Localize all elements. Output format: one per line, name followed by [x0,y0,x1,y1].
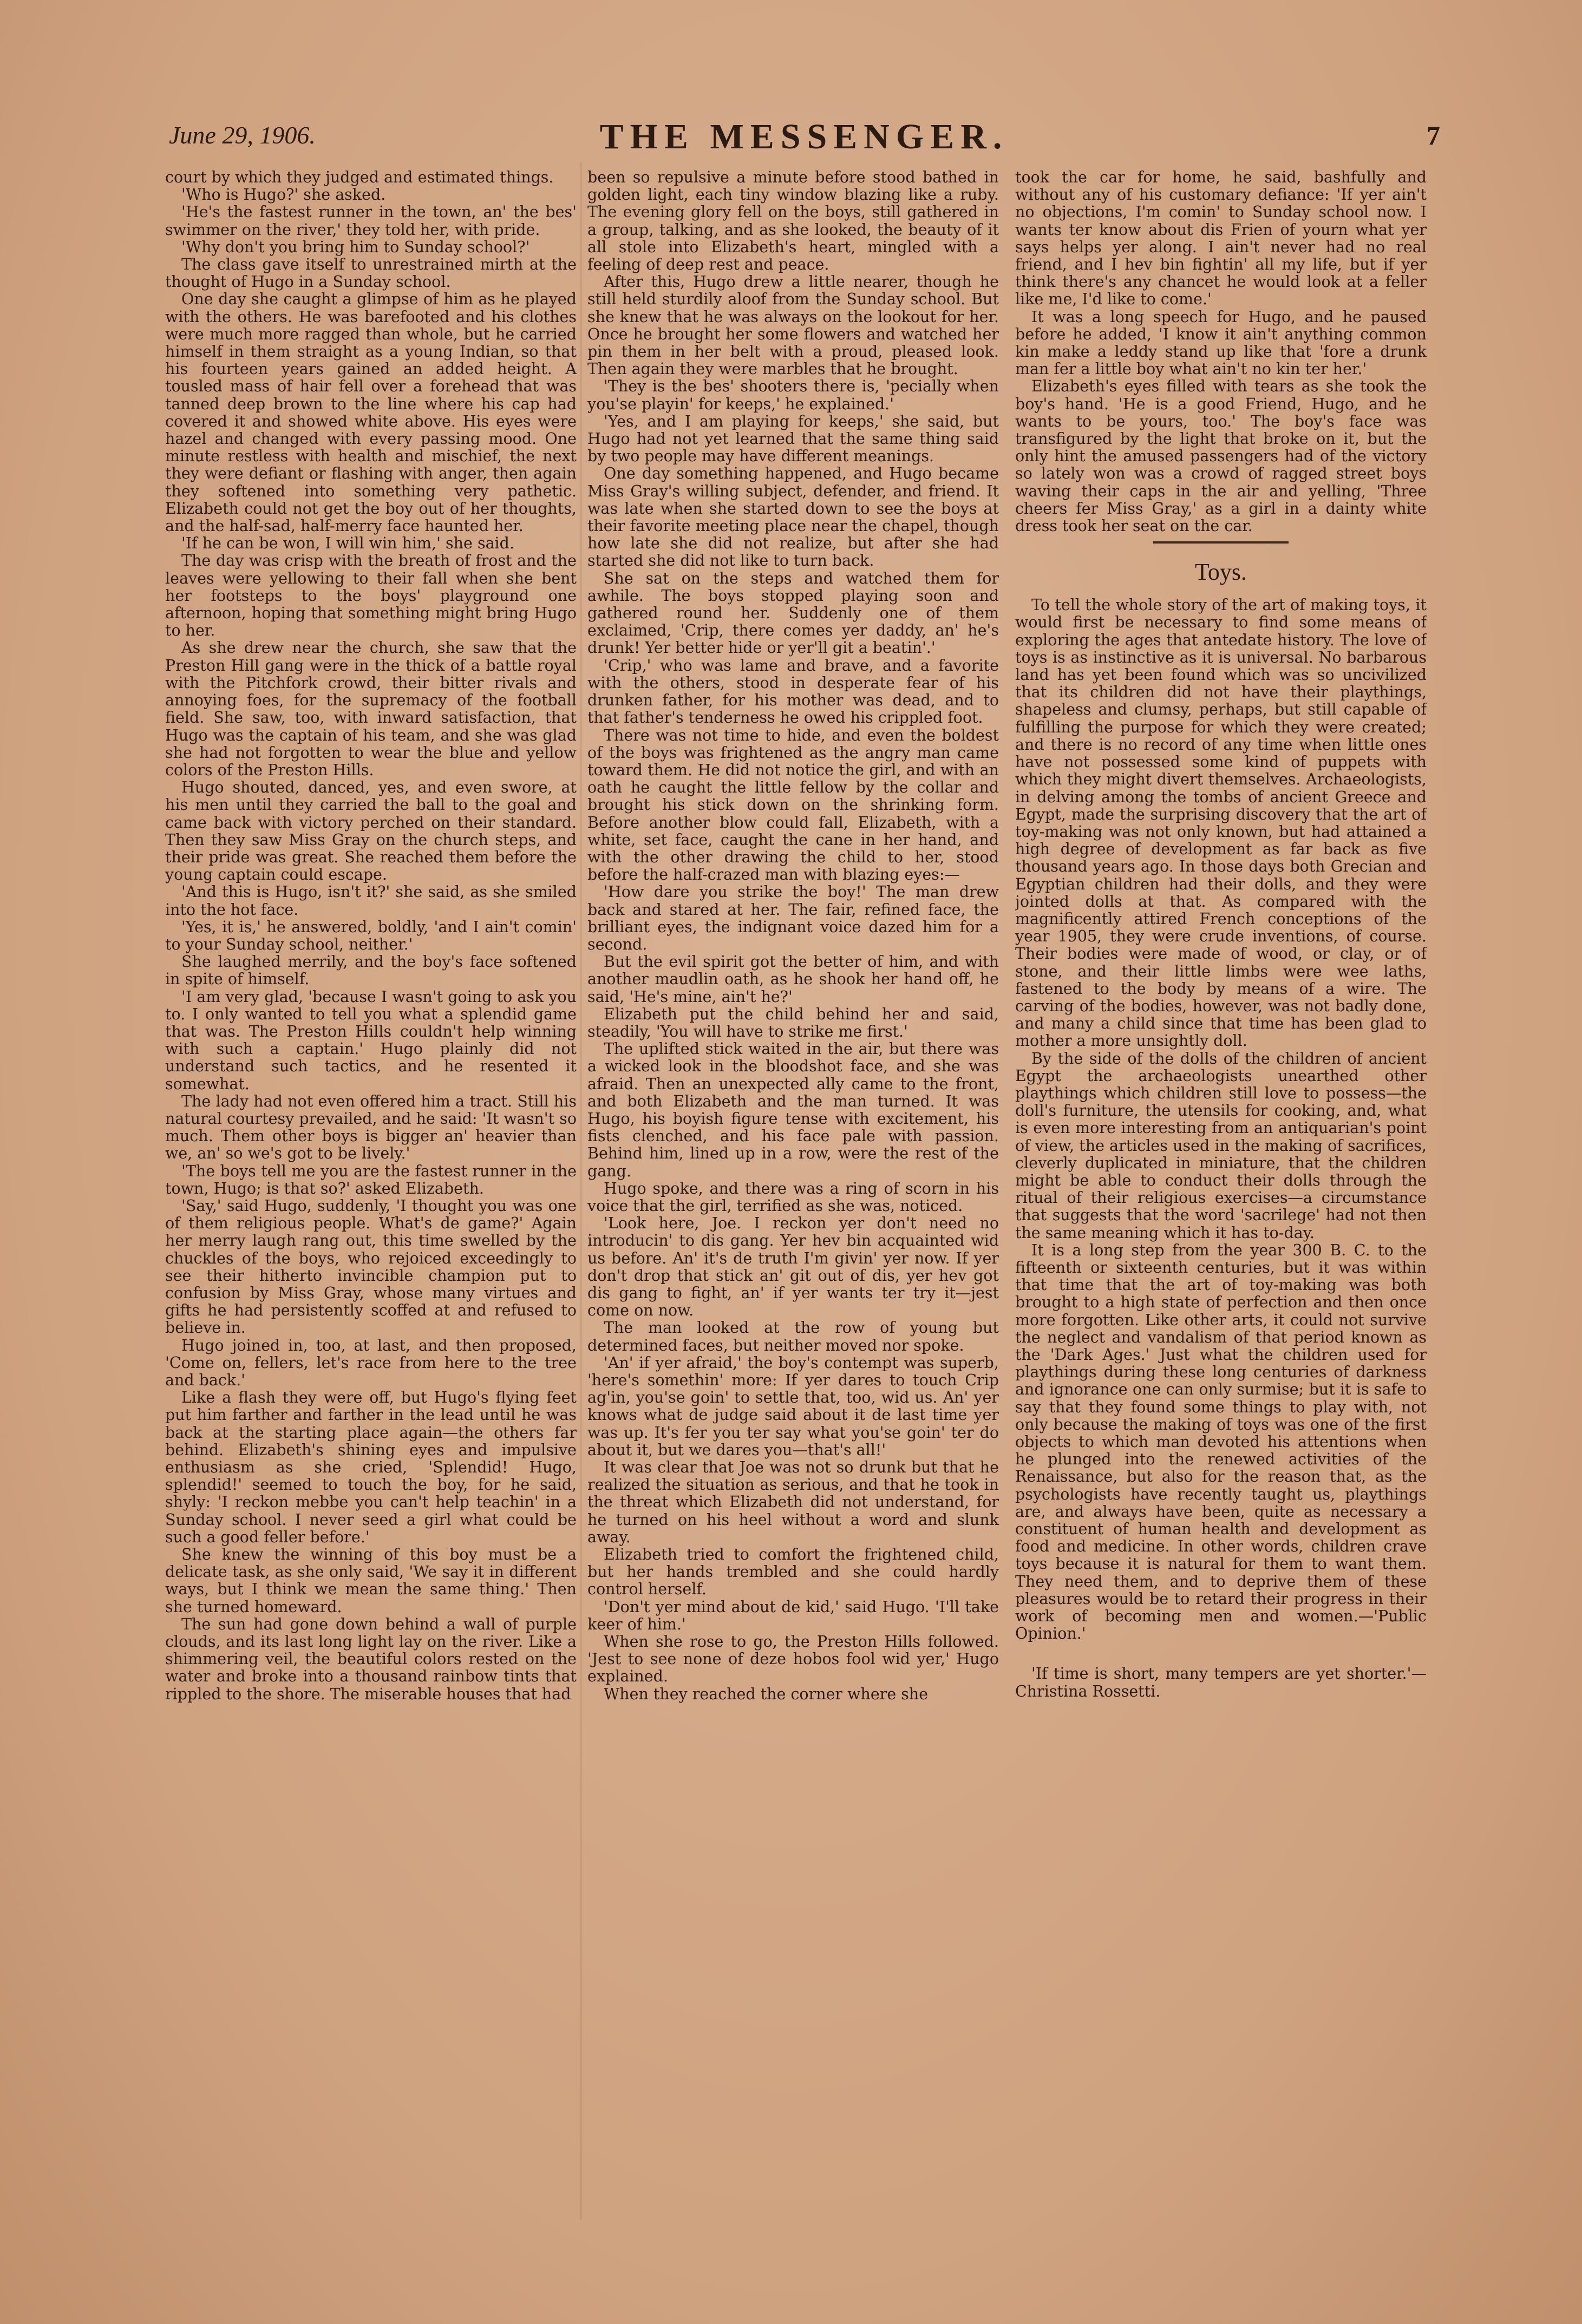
paragraph: To tell the whole story of the art of making toys, it would first be necessary to find some means of exploring the ages that antedate history. The love of toys is as instinctive as it is universal. No barbarous land has yet been found which was so uncivilized that its children did not have their playthings, shapeless and clumsy, perhaps, but still capable of fulfilling the purpose for which they were created; and there is no record of any time when little ones have not possessed some kind of puppets with which they might divert themselves. Archaeologists, in delving among the tombs of ancient Greece and Egypt, made the surprising discovery that the art of toy-making was not only known, but had attained a high degree of development as far back as five thousand years ago. In those days both Grecian and Egyptian children had their dolls, and they were jointed dolls at that. As compared with the magnificently attired French conceptions of the year 1905, they were crude inventions, of course. Their bodies were made of wood, or clay, or of stone, and their little limbs were wee laths, fastened to the body by means of a wire. The carving of the bodies, however, was not badly done, and many a child since that time has been glad to mother a more unsightly doll. [1015,596,1427,1050]
paragraph: Elizabeth tried to comfort the frightened child, but her hands trembled and she could hardly control herself. [587,1546,999,1599]
paragraph: Elizabeth's eyes filled with tears as she took the boy's hand. 'He is a good Friend, Hugo, and he wants to be yours, too.' The boy's face was transfigured by the light that broke on it, but the only hint the amused passengers had of the victory so lately won was a crowd of ragged street boys waving their caps in the air and yelling, 'Three cheers fer Miss Gray,' as a girl in a dainty white dress took her seat on the car. [1015,377,1427,535]
closing-quote: 'If time is short, many tempers are yet shorter.'—Christina Rossetti. [1015,1665,1427,1700]
paragraph: 'He's the fastest runner in the town, an' the bes' swimmer on the river,' they told her, with pride. [165,203,577,239]
paragraph: been so repulsive a minute before stood bathed in golden light, each tiny window blazing like a ruby. The evening glory fell on the boys, still gathered in a group, talking, and as she looked, the beauty of it all stole into Elizabeth's heart, mingled with a feeling of deep rest and peace. [587,169,999,274]
paragraph: Hugo spoke, and there was a ring of scorn in his voice that the girl, terrified as she was, noticed. [587,1179,999,1215]
paragraph: One day she caught a glimpse of him as he played with the others. He was barefooted and his clothes were much more ragged than whole, but he carried himself in them straight as a young Indian, so that his fourteen years gained an added height. A tousled mass of hair fell over a forehead that was tanned deep brown to the line where his cap had covered it and showed white above. His eyes were hazel and changed with every passing mood. One minute restless with health and mischief, the next they were defiant or flashing with anger, then again they softened into something very pathetic. Elizabeth could not get the boy out of her thoughts, and the half-sad, half-merry face haunted her. [165,290,577,535]
paragraph: After this, Hugo drew a little nearer, though he still held sturdily aloof from the Sunday school. But she knew that he was always on the lookout for her. Once he brought her some flowers and watched her pin them in her belt with a proud, pleased look. Then again they were marbles that he brought. [587,273,999,378]
paragraph: The man looked at the row of young but determined faces, but neither moved nor spoke. [587,1319,999,1354]
paragraph: The class gave itself to unrestrained mirth at the thought of Hugo in a Sunday school. [165,256,577,291]
paragraph: There was not time to hide, and even the boldest of the boys was frightened as the angry man came toward them. He did not notice the girl, and with an oath he caught the little fellow by the collar and brought his stick down on the shrinking form. Before another blow could fall, Elizabeth, with a white, set face, caught the cane in her hand, and with the other drawing the child to her, stood before the half-crazed man with blazing eyes:— [587,726,999,884]
page-fold [579,162,583,2220]
paragraph: 'Say,' said Hugo, suddenly, 'I thought you was one of them religious people. What's de game?' Again her merry laugh rang out, this time swelled by the chuckles of the boys, who rejoiced exceedingly to see their hitherto invincible champion put to confusion by Miss Gray, whose many virtues and gifts he had persistently scoffed at and refused to believe in. [165,1196,577,1337]
paragraph: 'Why don't you bring him to Sunday school?' [181,238,530,256]
paragraph: 'An' if yer afraid,' the boy's contempt was superb, 'here's somethin' more: If yer dares to touch Crip ag'in, you'se goin' to settle that, too, wid us. An' yer knows what de judge said about it de last time yer was up. It's fer you ter say what you'se goin' ter do about it, but we dares you—that's all!' [587,1353,999,1459]
issue-date: June 29, 1906. [169,121,316,149]
column-3 [1015,169,1427,2177]
paragraph: The lady had not even offered him a tract. Still his natural courtesy prevailed, and he said: 'It wasn't so much. Them other boys is bigger an' heavier than we, an' so we's got to be lively.' [165,1092,577,1163]
paragraph: As she drew near the church, she saw that the Preston Hill gang were in the thick of a battle royal with the Pitchfork crowd, their bitter rivals and annoying foes, for the supremacy of the football field. She saw, too, with inward satisfaction, that Hugo was the captain of his team, and she was glad she had not forgotten to wear the blue and yellow colors of the Preston Hills. [165,639,577,779]
paragraph: Like a flash they were off, but Hugo's flying feet put him farther and farther in the lead until he was back at the starting place again—the others far behind. Elizabeth's shining eyes and impulsive enthusiasm as she cried, 'Splendid! Hugo, splendid!' seemed to touch the boy, for he said, shyly: 'I reckon mebbe you can't help teachin' in a Sunday school. I never seed a girl what could be such a good feller before.' [165,1389,577,1546]
masthead [162,116,1446,165]
paragraph: 'How dare you strike the boy!' The man drew back and stared at her. The fair, refined face, the brilliant eyes, the indignant voice dazed him for a second. [587,883,999,953]
paragraph: 'Yes, and I am playing for keeps,' she said, but Hugo had not yet learned that the same thing said by two people may have different meanings. [587,412,999,466]
page-number: 7 [1427,120,1440,150]
paragraph: court by which they judged and estimated things. [165,169,554,186]
paragraph: She sat on the steps and watched them for awhile. The boys stopped playing soon and gathered round her. Suddenly one of them exclaimed, 'Crip, there comes yer daddy, an' he's drunk! Yer better hide or yer'll git a beatin'.' [587,569,999,657]
paragraph: It is a long step from the year 300 B. C. to the fifteenth or sixteenth centuries, but it was within that time that the art of toy-making was both brought to a high state of perfection and then once more forgotten. Like other arts, it could not survive the neglect and vandalism of that period known as the 'Dark Ages.' Just what the children used for playthings during these long centuries of darkness and ignorance one can only surmise; but it is safe to say that they found some things to play with, not only because the making of toys was one of the first objects to which man devoted his attentions when he plunged into the renewed activities of the Renaissance, but also for the reason that, as the psychologists have recently taught us, playthings are, and always have been, quite as necessary a constituent of human health and development as food and medicine. In other words, children crave toys because it is natural for them to want them. They need them, and to deprive them of these pleasures would be to retard their progress in their work of becoming men and women.—'Public Opinion.' [1015,1241,1427,1643]
publication-title: THE MESSENGER. [599,117,1009,156]
paragraph: 'I am very glad, 'because I wasn't going to ask you to. I only wanted to tell you what a splendid game that was. The Preston Hills couldn't help winning with such a captain.' Hugo plainly did not understand such tactics, and he resented it somewhat. [165,987,577,1093]
paragraph: But the evil spirit got the better of him, and with another maudlin oath, as he shook her hand off, he said, 'He's mine, ain't he?' [587,953,999,1006]
paragraph: 'The boys tell me you are the fastest runner in the town, Hugo; is that so?' asked Elizabeth. [165,1162,577,1197]
section-divider [1153,541,1289,544]
spacer [1188,1649,1253,1651]
paragraph: The sun had gone down behind a wall of purple clouds, and its last long light lay on the river. Like a shimmering veil, the beautiful colors rested on the water and broke into a thousand rainbow tints that rippled to the shore. The miserable houses that had [165,1615,577,1703]
paragraph: Hugo shouted, danced, yes, and even swore, at his men until they carried the ball to the goal and came back with victory perched on their standard. Then they saw Miss Gray on the church steps, and their pride was great. She reached them before the young captain could escape. [165,778,577,884]
paragraph: 'They is the bes' shooters there is, 'pecially when you'se playin' for keeps,' he explained.' [587,377,999,413]
paragraph: It was clear that Joe was not so drunk but that he realized the situation as serious, and that he took in the threat which Elizabeth did not understand, for he turned on his heel without a word and slunk away. [587,1458,999,1546]
paragraph: 'Yes, it is,' he answered, boldly, 'and I ain't comin' to your Sunday school, neither.' [165,918,577,953]
paragraph: The day was crisp with the breath of frost and the leaves were yellowing to their fall when she bent her footsteps to the boys' playground one afternoon, hoping that something might bring Hugo to her. [165,552,577,640]
paragraph: 'Who is Hugo?' she asked. [181,186,386,204]
column-2 [587,169,999,2177]
paragraph: 'Crip,' who was lame and brave, and a favorite with the others, stood in desperate fear of his drunken father, for his mother was dead, and to that father's tenderness he owed his crippled foot. [587,656,999,727]
paragraph: took the car for home, he said, bashfully and without any of his customary defiance: 'If yer ain't no objections, I'm comin' to Sunday school now. I wants ter know about dis Frien of yourn what yer says helps yer along. I ain't never had no real friend, and I hev bin fightin' all my life, but if yer think there's any chancet he would look at a feller like me, I'd like to come.' [1015,169,1427,309]
paragraph: 'Don't yer mind about de kid,' said Hugo. 'I'll take keer of him.' [587,1598,999,1633]
paragraph: Elizabeth put the child behind her and said, steadily, 'You will have to strike me first.' [587,1005,999,1040]
paragraph: When she rose to go, the Preston Hills followed. 'Jest to see none of deze hobos fool wid yer,' Hugo explained. [587,1633,999,1686]
paragraph: The uplifted stick waited in the air, but there was a wicked look in the bloodshot face, and she was afraid. Then an unexpected ally came to the front, and both Elizabeth and the man turned. It was Hugo, his boyish figure tense with excitement, his fists clenched, and his face pale with passion. Behind him, lined up in a row, were the rest of the gang. [587,1040,999,1180]
paragraph: Hugo joined in, too, at last, and then proposed, 'Come on, fellers, let's race from here to the tree and back.' [165,1336,577,1390]
paragraph: When they reached the corner where she [604,1685,929,1703]
article-heading-toys: Toys. [1195,559,1247,586]
paragraph: 'Look here, Joe. I reckon yer don't need no introducin' to dis gang. Yer hev bin acquainted wid us before. An' it's de truth I'm givin' yer now. If yer don't drop that stick an' git out of dis, yer hev got dis gang to fight, an' if yer wants ter try it—jest come on now. [587,1214,999,1320]
paragraph: One day something happened, and Hugo became Miss Gray's willing subject, defender, and friend. It was late when she started down to see the boys at their favorite meeting place near the chapel, though how late she did not realize, but after she had started she did not like to turn back. [587,464,999,570]
paragraph: By the side of the dolls of the children of ancient Egypt the archaeologists unearthed other playthings which children still love to possess—the doll's furniture, the utensils for cooking, and, what is even more interesting from an antiquarian's point of view, the articles used in the making of sacrifices, cleverly duplicated in miniature, that the children might be able to conduct their dolls through the ritual of their religious exercises—a circumstance that suggests that the word 'sacrilege' had not then the same meaning which it has to-day. [1015,1049,1427,1242]
paragraph: 'If he can be won, I will win him,' she said. [181,534,514,553]
column-1 [165,169,577,2177]
paragraph: She laughed merrily, and the boy's face softened in spite of himself. [165,953,577,988]
paragraph: It was a long speech for Hugo, and he paused before he added, 'I know it ain't anything common kin make a leddy stand up like that 'fore a drunk man fer a little boy what ain't no kin ter her.' [1015,307,1427,378]
paragraph: She knew the winning of this boy must be a delicate task, as she only said, 'We say it in different ways, but I think we mean the same thing.' Then she turned homeward. [165,1546,577,1616]
paragraph: 'And this is Hugo, isn't it?' she said, as she smiled into the hot face. [165,883,577,919]
